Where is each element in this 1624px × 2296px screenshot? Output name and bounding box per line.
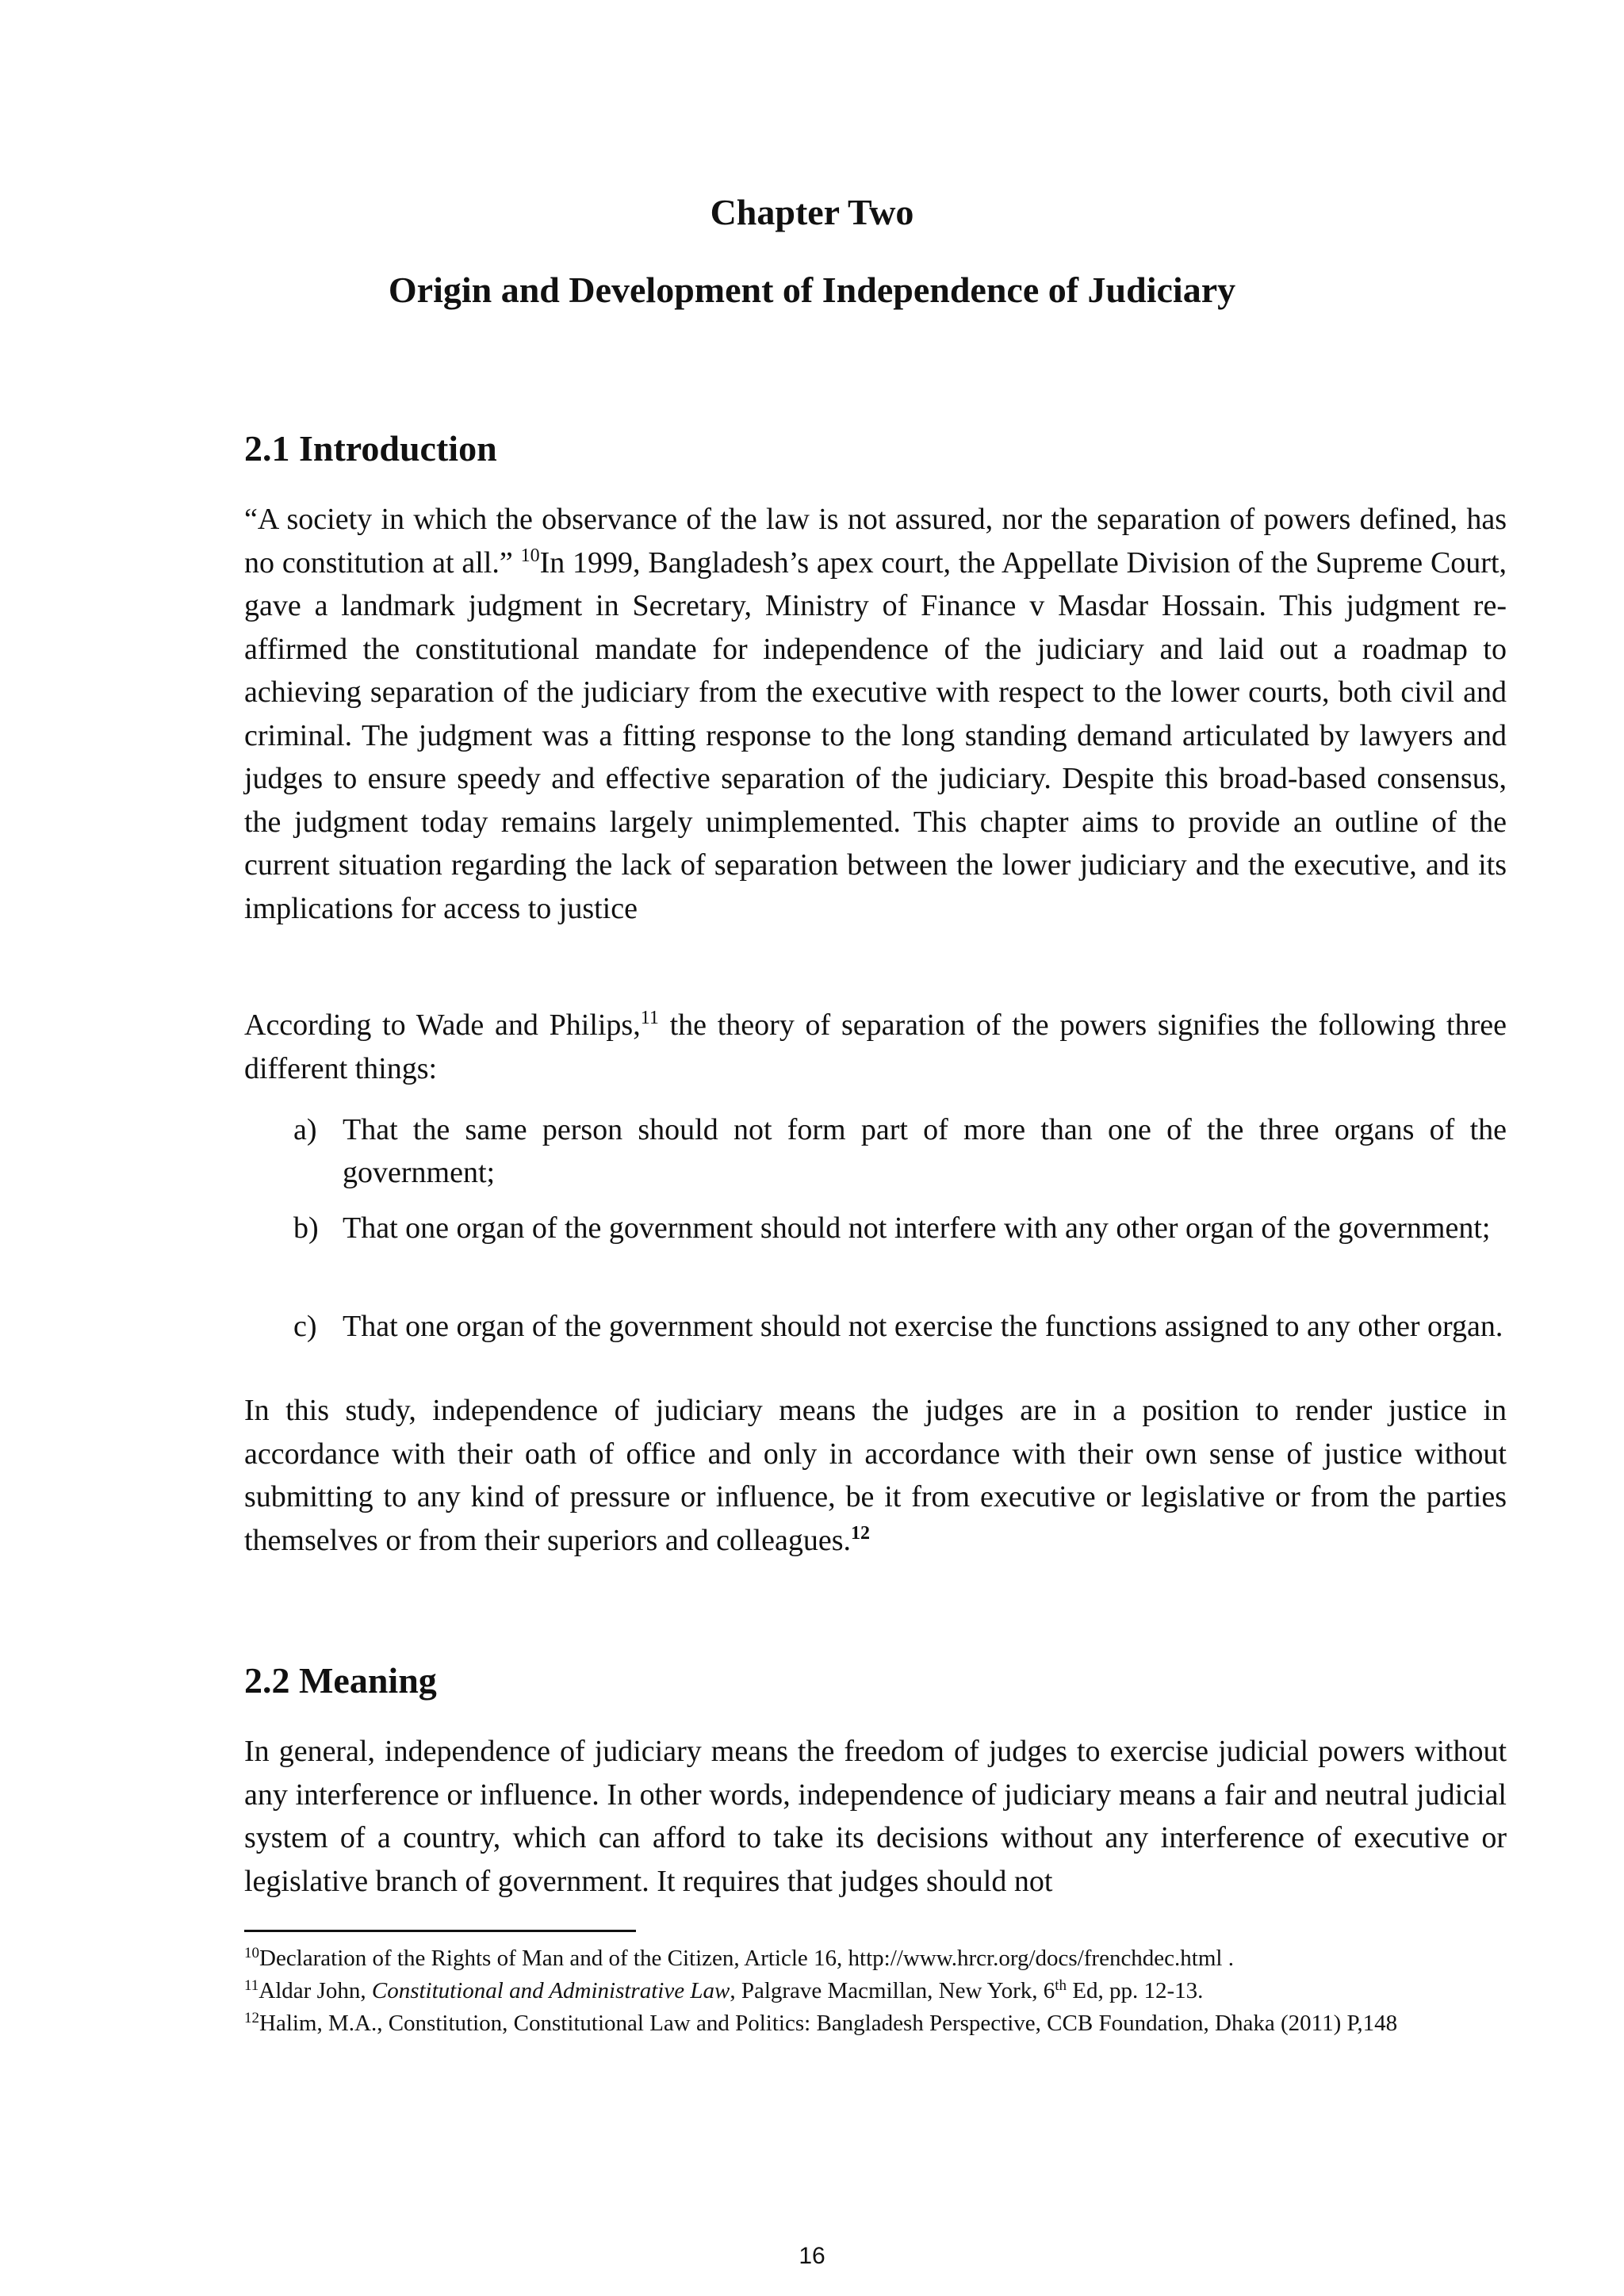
footnote-11 xyxy=(244,1976,1507,2006)
footnote-12 xyxy=(244,2009,1507,2038)
list-item-text: That one organ of the government should not interfere with any other organ of the government; xyxy=(343,1211,1491,1245)
list-marker: b) xyxy=(293,1211,319,1245)
footnote-book-title: Constitutional and Administrative Law xyxy=(371,1978,730,2003)
separation-of-powers-paragraph xyxy=(244,1004,1507,1090)
study-definition-text: In this study, independence of judiciary means the judges are in a position to render justice in accordance with their oath of office and only in accordance with their own sense of justice without submitting to any kind of pressure or influence, be it from executive or legislative or from the parties themselves or from their superiors and colleagues. xyxy=(244,1394,1507,1557)
list-item-c xyxy=(293,1305,1507,1348)
intro-paragraph xyxy=(244,498,1507,930)
list-marker: a) xyxy=(293,1113,317,1146)
intro-paragraph-body: In 1999, Bangladesh’s apex court, the Appellate Division of the Supreme Court, gave a landmark judgment in Secretary, Ministry of Finance v Masdar Hossain. This judgment re-affirmed the constitutional mandate for independence of the judiciary and laid out a roadmap to achieving separation of the judiciary from the executive with respect to the lower courts, both civil and criminal. The judgment was a fitting response to the long standing demand articulated by lawyers and judges to ensure speedy and effective separation of the judiciary. Despite this broad-based consensus, the judgment today remains largely unimplemented. This chapter aims to provide an outline of the current situation regarding the lack of separation between the lower judiciary and the executive, and its implications for access to justice xyxy=(244,545,1507,925)
footnote-number: 11 xyxy=(244,1977,259,1994)
chapter-title: Chapter Two xyxy=(710,192,914,232)
footnote-number: 12 xyxy=(244,2010,259,2026)
footnote-ref-12[interactable]: 12 xyxy=(851,1522,871,1544)
intro-paragraph-quote: “A society in which the observance of the law is not assured, nor the separation of powers defined, has no constitution at all.” xyxy=(244,503,1507,580)
list-item-text: That the same person should not form part of more than one of the three organs of the government; xyxy=(343,1113,1507,1189)
list-item-a xyxy=(293,1108,1507,1194)
footnote-ref-11[interactable]: 11 xyxy=(640,1008,659,1028)
footnote-text-author: Aldar John, xyxy=(259,1978,372,2003)
section-heading-introduction: 2.1 Introduction xyxy=(244,428,497,469)
separation-paragraph-lead: According to Wade and Philips, xyxy=(244,1008,641,1042)
footnote-divider xyxy=(244,1930,636,1932)
footnote-number: 10 xyxy=(244,1945,259,1961)
page-number: 16 xyxy=(799,2243,825,2269)
footnote-text-publisher: , Palgrave Macmillan, New York, 6 xyxy=(730,1978,1055,2003)
footnote-text-pages: Ed, pp. 12-13. xyxy=(1067,1978,1204,2003)
footnote-edition-suffix: th xyxy=(1055,1977,1067,1994)
study-definition-paragraph xyxy=(244,1389,1507,1562)
list-item-text: That one organ of the government should not exercise the functions assigned to any other organ. xyxy=(343,1310,1503,1343)
footnote-text: Declaration of the Rights of Man and of the Citizen, Article 16, http://www.hrcr.org/docs/frenchdec.html . xyxy=(259,1946,1234,1971)
chapter-subtitle: Origin and Development of Independence of Judiciary xyxy=(388,270,1236,310)
meaning-paragraph: In general, independence of judiciary means the freedom of judges to exercise judicial powers without any interference or influence. In other words, independence of judiciary means a fair and neutral judicial system of a country, which can afford to take its decisions without any interference of executive or legislative branch of government. It requires that judges should not xyxy=(244,1735,1507,1898)
section-heading-meaning: 2.2 Meaning xyxy=(244,1660,437,1701)
footnote-10 xyxy=(244,1944,1507,1973)
separation-paragraph-tail: the theory of separation of the powers signifies the following three different things: xyxy=(244,1008,1507,1085)
list-marker: c) xyxy=(293,1310,317,1343)
footnotes xyxy=(244,1944,1507,2042)
footnote-text: Halim, M.A., Constitution, Constitutional Law and Politics: Bangladesh Perspective, CCB Foundation, Dhaka (2011) P,148 xyxy=(259,2011,1398,2036)
footnote-ref-10[interactable]: 10 xyxy=(520,545,540,566)
list-item-b xyxy=(293,1207,1507,1249)
